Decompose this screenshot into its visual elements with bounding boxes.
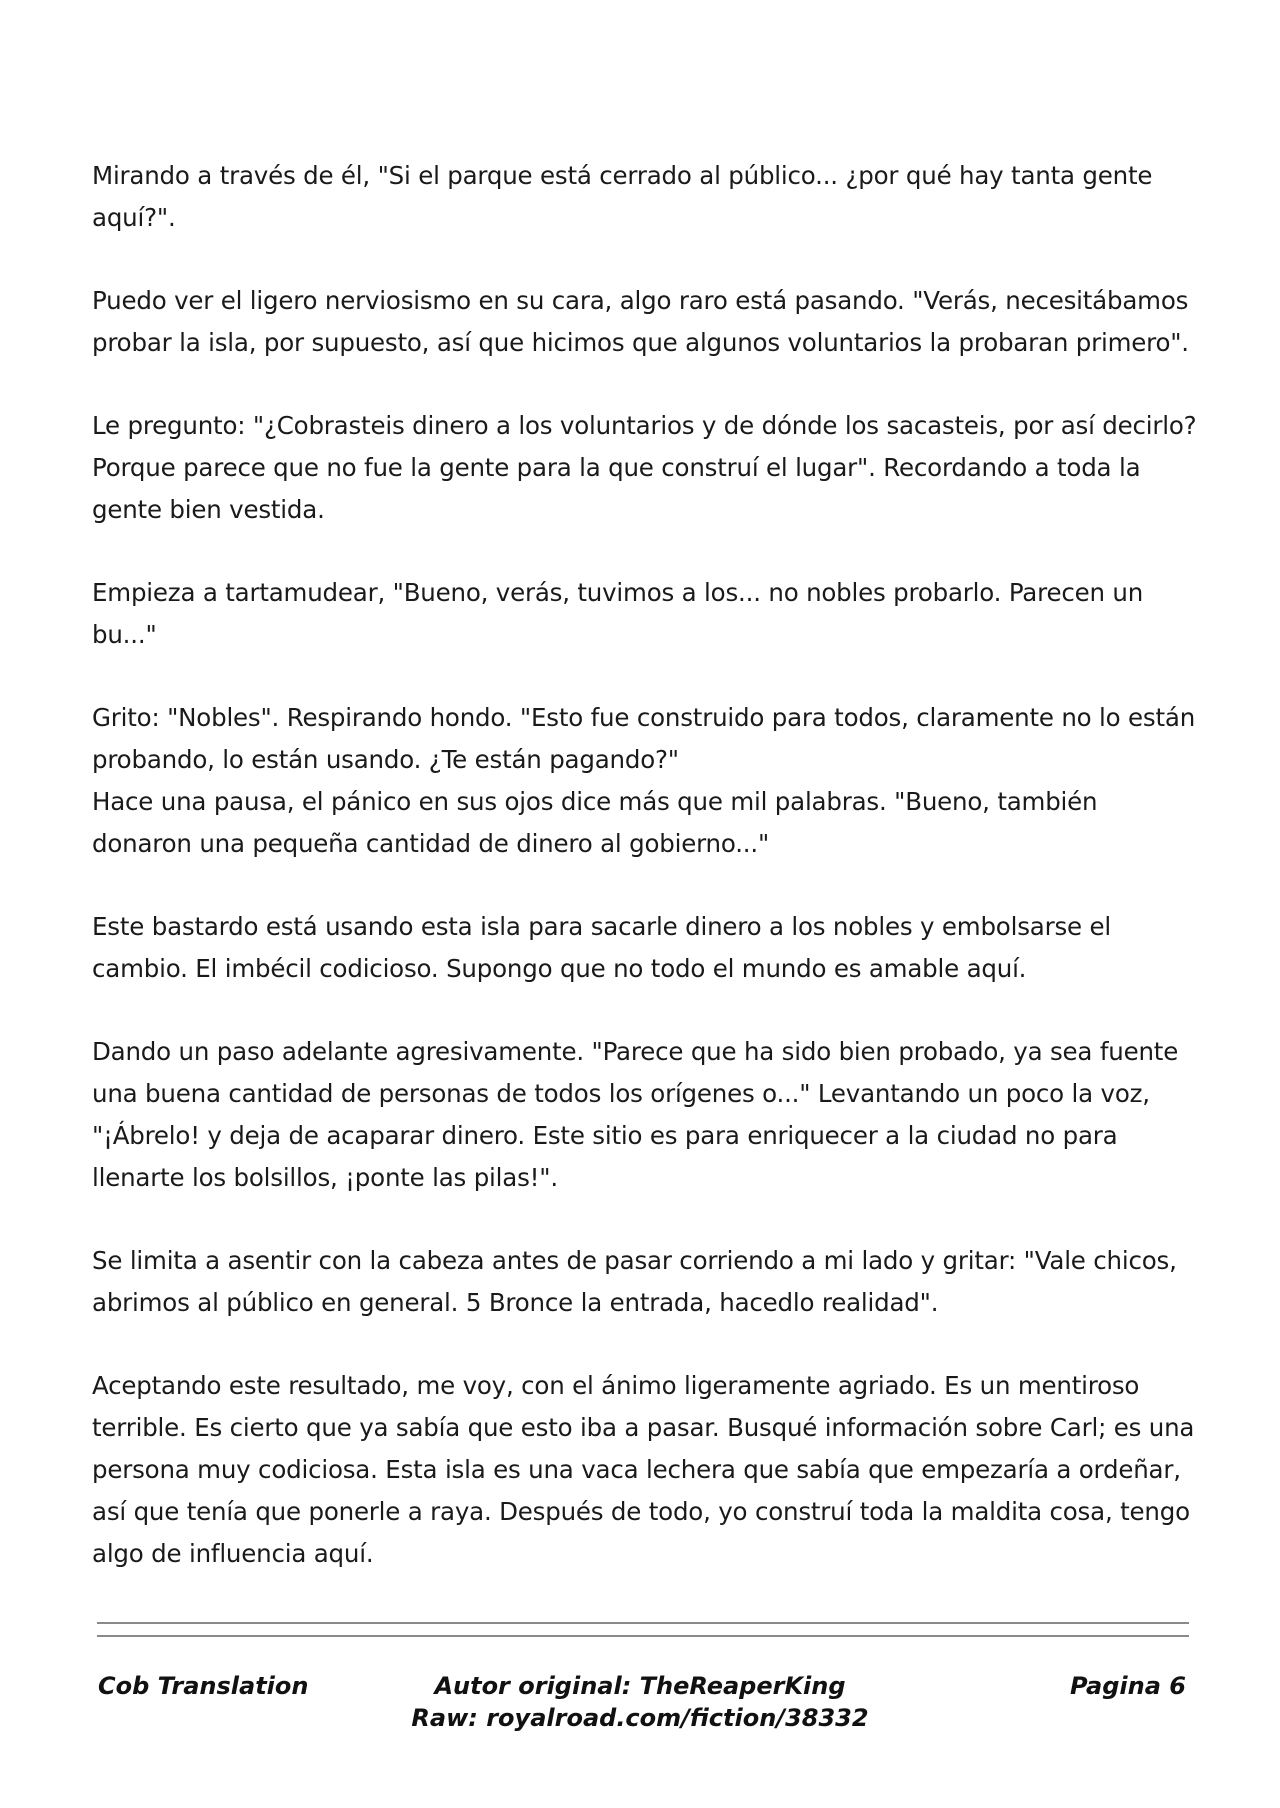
paragraph-10: Aceptando este resultado, me voy, con el ánimo ligeramente agriado. Es un mentiroso terrible. Es cierto que ya sabía que esto iba a pasar. Busqué información sobre Carl; es una persona muy codiciosa. Esta isla es una vaca lechera que sabía que empezaría a ordeñar, así que tenía que ponerle a raya. Después de todo, yo construí toda la maldita cosa, tengo algo de influencia aquí. [92,1371,1195,1568]
footer-raw-source: Raw: royalroad.com/fiction/38332 [411,1704,869,1732]
paragraph-8: Dando un paso adelante agresivamente. "Parece que ha sido bien probado, ya sea fuente una buena cantidad de personas de todos los orígenes o..." Levantando un poco la voz, "¡Ábrelo! y deja de acaparar dinero. Este sitio es para enriquecer a la ciudad no para llenarte los bolsillos, ¡ponte las pilas!". [92,1037,1179,1192]
body-text [92,155,1202,1616]
paragraph-6: Hace una pausa, el pánico en sus ojos dice más que mil palabras. "Bueno, también donaron una pequeña cantidad de dinero al gobierno..." [92,787,1098,858]
paragraph-9: Se limita a asentir con la cabeza antes de pasar corriendo a mi lado y gritar: "Vale chicos, abrimos al público en general. 5 Bronce la entrada, hacedlo realidad". [92,1246,1177,1317]
paragraph-2: Puedo ver el ligero nerviosismo en su cara, algo raro está pasando. "Verás, necesitábamos probar la isla, por supuesto, así que hicimos que algunos voluntarios la probaran primero". [92,286,1189,357]
footer-author: Autor original: TheReaperKing [434,1672,846,1700]
paragraph-3: Le pregunto: "¿Cobrasteis dinero a los voluntarios y de dónde los sacasteis, por así decirlo? Porque parece que no fue la gente para la que construí el lugar". Recordando a toda la gente bien vestida. [92,411,1197,524]
footer-divider-bottom [97,1635,1189,1637]
footer-page-number: Pagina 6 [1070,1672,1186,1700]
paragraph-5: Grito: "Nobles". Respirando hondo. "Esto fue construido para todos, claramente no lo están probando, lo están usando. ¿Te están pagando?" [92,703,1196,774]
footer-translator: Cob Translation [98,1672,309,1700]
paragraph-1: Mirando a través de él, "Si el parque está cerrado al público... ¿por qué hay tanta gente aquí?". [92,161,1153,232]
paragraph-4: Empieza a tartamudear, "Bueno, verás, tuvimos a los... no nobles probarlo. Parecen un bu..." [92,578,1144,649]
paragraph-7: Este bastardo está usando esta isla para sacarle dinero a los nobles y embolsarse el cambio. El imbécil codicioso. Supongo que no todo el mundo es amable aquí. [92,912,1111,983]
footer-divider-top [97,1622,1189,1624]
footer-credits [340,1670,940,1734]
